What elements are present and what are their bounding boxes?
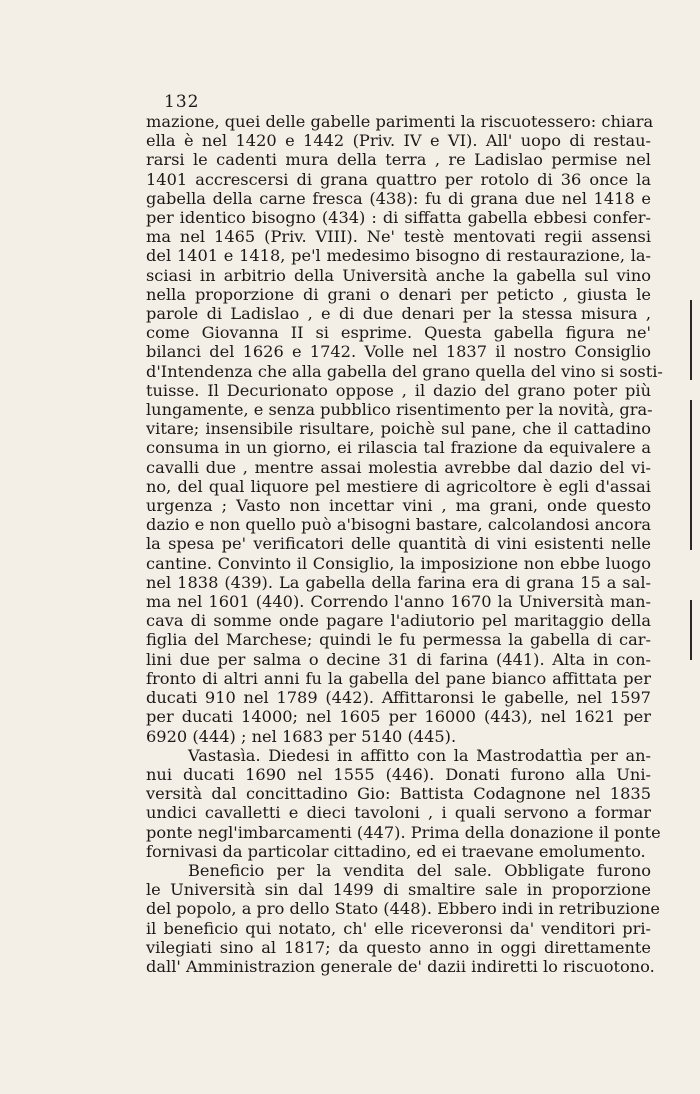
text-line: per identico bisogno (434) : di siffatta gabella ebbesi confer- [146, 208, 651, 228]
text-line: le Università sin dal 1499 di smaltire sale in proporzione [146, 880, 651, 900]
text-line: no, del qual liquore pel mestiere di agricoltore è egli d'assai [146, 476, 651, 496]
margin-mark [690, 300, 692, 380]
text-line: tuisse. Il Decurionato oppose , il dazio del grano poter più [146, 380, 651, 400]
text-line: cantine. Convinto il Consiglio, la imposizione non ebbe luogo [146, 553, 651, 573]
text-line: Vastasìa. Diedesi in affitto con la Mastrodattìa per an- [188, 745, 651, 765]
text-line: vitare; insensibile risultare, poichè sul pane, che il cattadino [146, 419, 651, 439]
text-line: fornivasi da particolar cittadino, ed ei traevane emolumento. [146, 841, 646, 861]
text-line: vilegiati sino al 1817; da questo anno in oggi direttamente [146, 937, 651, 957]
paragraph-beneficio-sale [146, 860, 660, 976]
text-line: d'Intendenza che alla gabella del grano quella del vino si sosti- [146, 361, 663, 381]
paragraph-gabelle [146, 112, 663, 746]
margin-mark [690, 600, 692, 660]
text-line: undici cavalletti e dieci tavoloni , i quali servono a formar [146, 803, 651, 823]
text-line: il beneficio qui notato, ch' elle riceveronsi da' venditori pri- [146, 918, 651, 938]
margin-mark [690, 400, 692, 550]
text-line: la spesa pe' verificatori delle quantità di vini esistenti nelle [146, 534, 651, 554]
text-line: dall' Amministrazion generale de' dazii indiretti lo riscuotono. [146, 956, 655, 976]
text-line: versità dal concittadino Gio: Battista Codagnone nel 1835 [146, 784, 651, 804]
text-line: 6920 (444) ; nel 1683 per 5140 (445). [146, 726, 457, 746]
text-line: bilanci del 1626 e 1742. Volle nel 1837 il nostro Consiglio [146, 342, 651, 362]
text-line: mazione, quei delle gabelle parimenti la riscuotessero: chiara [146, 112, 654, 131]
text-line: nui ducati 1690 nel 1555 (446). Donati furono alla Uni- [146, 764, 651, 784]
text-line: cava di somme onde pagare l'adiutorio pel maritaggio della [146, 611, 651, 631]
text-line: cavalli due , mentre assai molestia avrebbe dal dazio del vi- [146, 457, 651, 477]
text-line: ponte negl'imbarcamenti (447). Prima della donazione il ponte [146, 822, 661, 842]
text-line: ducati 910 nel 1789 (442). Affittaronsi le gabelle, nel 1597 [146, 688, 651, 708]
text-line: parole di Ladislao , e di due denari per la stessa misura , [146, 304, 651, 324]
text-line: Beneficio per la vendita del sale. Obbligate furono [188, 860, 651, 880]
text-line: lini due per salma o decine 31 di farina (441). Alta in con- [146, 649, 651, 669]
text-line: urgenza ; Vasto non incettar vini , ma grani, onde questo [146, 496, 651, 516]
text-line: ma nel 1465 (Priv. VIII). Ne' testè mentovati regii assensi [146, 227, 651, 247]
page-number: 132 [164, 92, 200, 112]
text-line: dazio e non quello può a'bisogni bastare, calcolandosi ancora [146, 515, 651, 535]
text-line: sciasi in arbitrio della Università anche la gabella sul vino [146, 265, 651, 285]
text-line: 1401 accrescersi di grana quattro per rotolo di 36 once la [146, 169, 651, 189]
text-line: lungamente, e senza pubblico risentimento per la novità, gra- [146, 400, 653, 420]
text-line: gabella della carne fresca (438): fu di grana due nel 1418 e [146, 188, 651, 208]
text-line: per ducati 14000; nel 1605 per 16000 (443), nel 1621 per [146, 707, 651, 727]
text-line: del popolo, a pro dello Stato (448). Ebbero indi in retribuzione [146, 899, 660, 919]
text-line: fronto di altri anni fu la gabella del pane bianco affittata per [146, 668, 651, 688]
text-line: ma nel 1601 (440). Correndo l'anno 1670 la Università man- [146, 592, 651, 612]
text-line: rarsi le cadenti mura della terra , re Ladislao permise nel [146, 150, 651, 170]
text-line: ella è nel 1420 e 1442 (Priv. IV e VI). All' uopo di restau- [146, 131, 651, 151]
text-line: consuma in un giorno, ei rilascia tal frazione da equivalere a [146, 438, 651, 458]
body-text [146, 112, 663, 976]
text-line: nel 1838 (439). La gabella della farina era di grana 15 a sal- [146, 572, 651, 592]
text-line: nella proporzione di grani o denari per peticto , giusta le [146, 284, 651, 304]
paragraph-vastasia [146, 745, 661, 861]
text-line: figlia del Marchese; quindi le fu permessa la gabella di car- [146, 630, 651, 650]
text-line: del 1401 e 1418, pe'l medesimo bisogno di restaurazione, la- [146, 246, 651, 266]
text-line: come Giovanna II si esprime. Questa gabella figura ne' [146, 323, 651, 343]
